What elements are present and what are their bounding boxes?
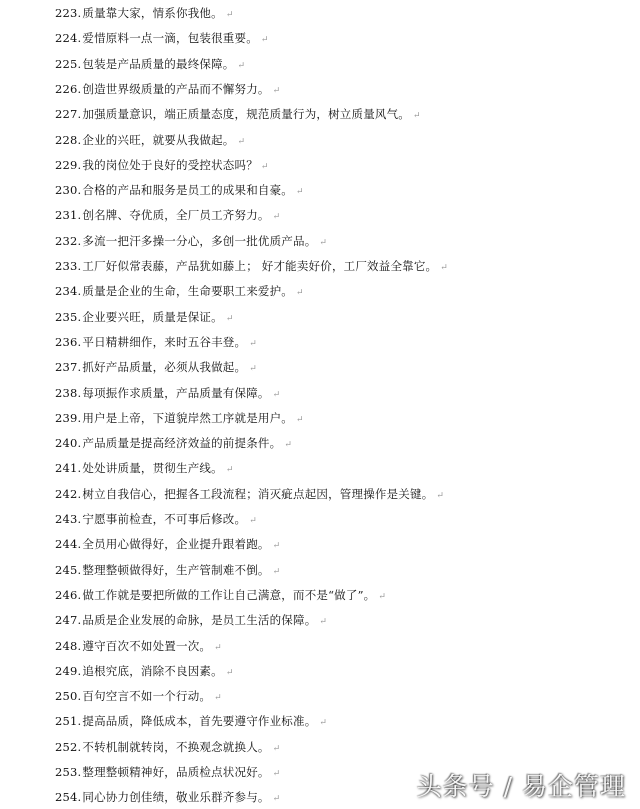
list-item [55, 307, 234, 327]
paragraph-mark-icon: ↵ [319, 718, 328, 729]
item-text: 百句空言不如一个行动。 [82, 689, 212, 704]
list-item [55, 332, 257, 352]
item-text: 平日精耕细作，来时五谷丰登。 [82, 334, 247, 349]
paragraph-mark-icon: ↵ [214, 642, 222, 653]
paragraph-mark-icon: ↵ [225, 313, 234, 324]
item-number: 246. [55, 587, 82, 602]
item-text: 多流一把汗多操一分心，多创一批优质产品。 [82, 233, 317, 248]
item-text: 爱惜原料一点一滴，包装很重要。 [82, 31, 258, 46]
list-item [55, 3, 234, 23]
item-number: 250. [55, 689, 82, 704]
item-number: 247. [55, 613, 82, 628]
list-item [55, 787, 280, 807]
list-item [55, 762, 280, 782]
list-item [55, 256, 448, 276]
item-text: 每项振作求质量，产品质量有保障。 [82, 385, 270, 400]
item-number: 248. [55, 638, 82, 653]
item-number: 240. [55, 436, 82, 451]
item-number: 236. [55, 334, 82, 349]
paragraph-mark-icon: ↵ [272, 389, 281, 400]
list-item [55, 28, 269, 48]
list-item [55, 661, 234, 681]
item-number: 233. [55, 259, 82, 273]
item-text: 整理整顿精神好，品质检点状况好。 [82, 765, 270, 779]
paragraph-mark-icon: ↵ [296, 414, 304, 425]
item-text: 包装是产品质量的最终保障。 [82, 56, 235, 71]
list-item [55, 534, 280, 554]
list-item [55, 281, 304, 301]
item-number: 239. [55, 410, 82, 425]
item-text: 整理整顿做得好，生产管制难不倒。 [82, 562, 270, 577]
item-text: 企业的兴旺，就要从我做起。 [82, 132, 235, 147]
item-number: 251. [55, 714, 82, 729]
item-text: 创造世界级质量的产品而不懈努力。 [82, 81, 270, 96]
item-number: 226. [55, 81, 82, 96]
item-text: 处处讲质量，贯彻生产线。 [82, 461, 223, 476]
item-text: 质量靠大家，情系你我他。 [82, 6, 223, 20]
paragraph-mark-icon: ↵ [284, 440, 293, 451]
item-number: 245. [55, 562, 82, 577]
paragraph-mark-icon: ↵ [272, 566, 281, 577]
paragraph-mark-icon: ↵ [413, 111, 421, 122]
paragraph-mark-icon: ↵ [436, 490, 445, 501]
item-text: 做工作就是要把所做的工作让自己满意，而不是“做了”。 [82, 587, 376, 602]
paragraph-mark-icon: ↵ [319, 617, 328, 628]
item-number: 235. [55, 309, 82, 324]
list-item [55, 686, 222, 706]
list-item [55, 585, 386, 605]
paragraph-mark-icon: ↵ [260, 161, 269, 172]
paragraph-mark-icon: ↵ [440, 263, 449, 273]
item-number: 238. [55, 385, 82, 400]
paragraph-mark-icon: ↵ [272, 212, 281, 223]
item-text: 加强质量意识，端正质量态度，规范质量行为，树立质量风气。 [82, 107, 411, 122]
item-text: 创名牌、夺优质，全厂员工齐努力。 [82, 208, 270, 223]
item-number: 234. [55, 284, 82, 299]
paragraph-mark-icon: ↵ [272, 769, 281, 779]
paragraph-mark-icon: ↵ [319, 237, 328, 248]
paragraph-mark-icon: ↵ [260, 35, 269, 46]
item-text: 用户是上帝，下道貌岸然工序就是用户。 [82, 410, 294, 425]
item-number: 252. [55, 739, 82, 754]
list-item [55, 130, 245, 150]
item-text: 我的岗位处于良好的受控状态吗？ [82, 157, 258, 172]
paragraph-mark-icon: ↵ [237, 136, 246, 147]
paragraph-mark-icon: ↵ [272, 794, 281, 805]
item-number: 242. [55, 486, 82, 501]
paragraph-mark-icon: ↵ [249, 364, 257, 375]
item-text: 全员用心做得好，企业提升跟着跑。 [82, 537, 270, 552]
item-number: 244. [55, 537, 82, 552]
item-number: 232. [55, 233, 82, 248]
item-number: 227. [55, 107, 82, 122]
list-item [55, 636, 222, 656]
item-number: 254. [55, 790, 82, 805]
item-number: 243. [55, 512, 82, 526]
list-item [55, 458, 234, 478]
list-item [55, 484, 444, 504]
item-number: 241. [55, 461, 82, 476]
item-number: 228. [55, 132, 82, 147]
paragraph-mark-icon: ↵ [225, 667, 234, 678]
list-item [55, 155, 269, 175]
item-text: 企业要兴旺，质量是保证。 [82, 309, 223, 324]
list-item [55, 104, 421, 124]
item-text: 宁愿事前检查，不可事后修改。 [82, 512, 247, 526]
paragraph-mark-icon: ↵ [272, 743, 281, 754]
paragraph-mark-icon: ↵ [249, 338, 257, 349]
item-text: 质量是企业的生命，生命要职工来爱护。 [82, 284, 294, 299]
item-text: 产品质量是提高经济效益的前提条件。 [82, 436, 282, 451]
item-text: 遵守百次不如处置一次。 [82, 638, 212, 653]
list-item [55, 560, 280, 580]
paragraph-mark-icon: ↵ [272, 85, 281, 96]
paragraph-mark-icon: ↵ [249, 516, 257, 526]
list-item [55, 737, 280, 757]
paragraph-mark-icon: ↵ [272, 541, 281, 552]
item-number: 230. [55, 183, 82, 198]
list-item [55, 205, 280, 225]
item-text: 抓好产品质量，必须从我做起。 [82, 360, 247, 375]
item-number: 237. [55, 360, 82, 375]
list-item [55, 54, 245, 74]
item-text: 树立自我信心，把握各工段流程；消灭疵点起因，管理操作是关键。 [82, 486, 434, 501]
item-number: 249. [55, 663, 82, 678]
paragraph-mark-icon: ↵ [296, 187, 304, 198]
list-item [55, 180, 304, 200]
paragraph-mark-icon: ↵ [237, 60, 246, 71]
item-text: 品质是企业发展的命脉，是员工生活的保障。 [82, 613, 317, 628]
item-text: 同心协力创佳绩，敬业乐群齐参与。 [82, 790, 270, 805]
list-item [55, 711, 327, 731]
paragraph-mark-icon: ↵ [225, 10, 234, 20]
list-item [55, 383, 280, 403]
list-item [55, 433, 292, 453]
item-text: 提高品质，降低成本，首先要遵守作业标准。 [82, 714, 317, 729]
paragraph-mark-icon: ↵ [378, 591, 387, 602]
item-number: 223. [55, 6, 82, 20]
item-text: 工厂好似常表藤，产品犹如藤上； 好才能卖好价，工厂效益全靠它。 [82, 259, 438, 273]
list-item [55, 79, 280, 99]
paragraph-mark-icon: ↵ [214, 693, 222, 704]
watermark: 头条号 / 易企管理 [416, 772, 626, 801]
item-number: 224. [55, 31, 82, 46]
paragraph-mark-icon: ↵ [225, 465, 234, 476]
list-item [55, 610, 327, 630]
item-text: 追根究底，消除不良因素。 [82, 663, 223, 678]
list-item [55, 509, 257, 529]
item-number: 229. [55, 157, 82, 172]
item-number: 253. [55, 765, 82, 779]
item-text: 合格的产品和服务是员工的成果和自豪。 [82, 183, 294, 198]
item-number: 231. [55, 208, 82, 223]
item-number: 225. [55, 56, 82, 71]
paragraph-mark-icon: ↵ [296, 288, 304, 299]
list-item [55, 231, 327, 251]
list-item [55, 357, 257, 377]
item-text: 不转机制就转岗，不换观念就换人。 [82, 739, 270, 754]
list-item [55, 408, 304, 428]
